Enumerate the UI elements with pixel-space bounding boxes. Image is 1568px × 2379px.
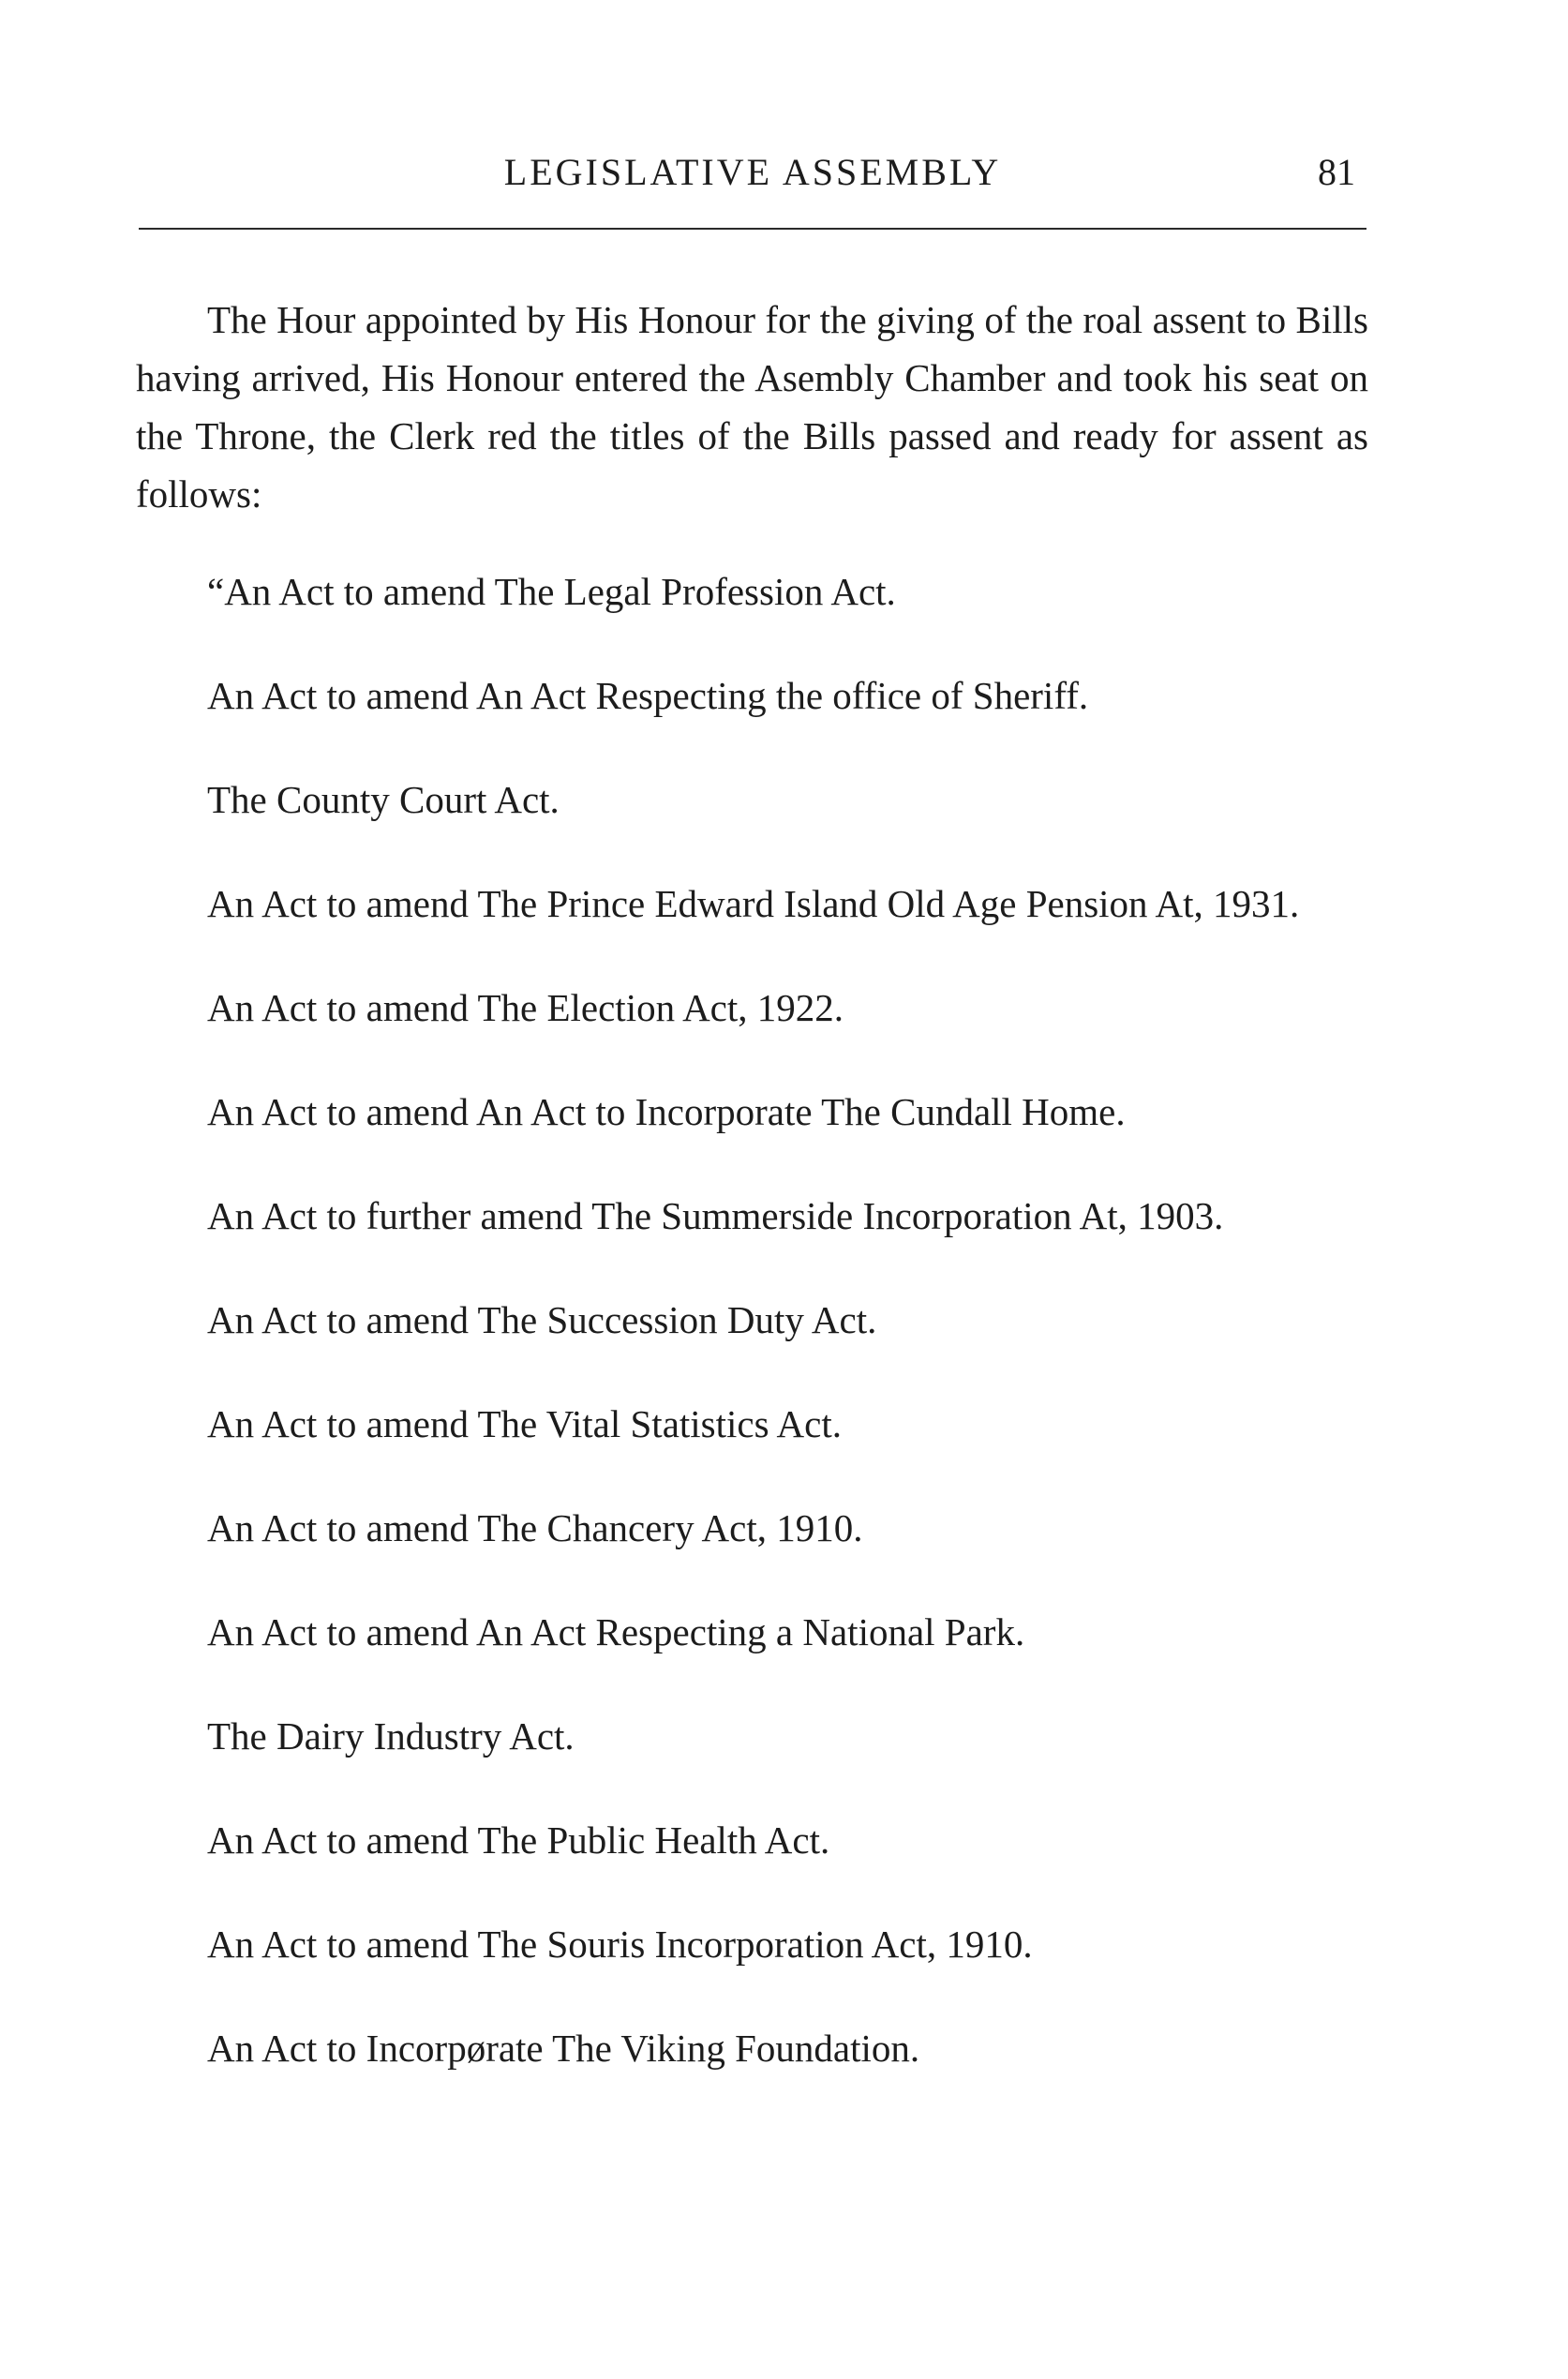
acts-list [136,562,1368,2077]
act-item: An Act to amend The Souris Incorporation Act, 1910. [207,1923,1033,1966]
page-number: 81 [1318,151,1355,193]
act-item: An Act to amend The Vital Statistics Act. [207,1402,843,1445]
act-item: An Act to amend An Act Respecting the office of Sheriff. [207,674,1089,717]
act-item: An Act to amend The Election Act, 1922. [207,986,844,1029]
intro-paragraph: The Hour appointed by His Honour for the giving of the roal assent to Bills having arrived, His Honour entered the Asembly Chamber and took his seat on the Throne, the Clerk red the titles of the Bills passed and ready for assent as follows: [136,298,1368,516]
act-item: “An Act to amend The Legal Profession Act. [207,570,896,613]
act-item: An Act to Incorpørate The Viking Foundation. [207,2027,920,2070]
act-item: An Act to amend The Prince Edward Island Old Age Pension At, 1931. [207,882,1300,925]
act-item: An Act to amend The Public Health Act. [207,1818,830,1862]
running-title: LEGISLATIVE ASSEMBLY [503,151,1002,193]
act-item: An Act to amend An Act to Incorporate The Cundall Home. [207,1090,1126,1133]
act-item: An Act to further amend The Summerside Incorporation At, 1903. [207,1194,1224,1237]
act-item: An Act to amend An Act Respecting a National Park. [207,1610,1025,1653]
act-item: An Act to amend The Succession Duty Act. [207,1298,877,1341]
act-item: An Act to amend The Chancery Act, 1910. [207,1506,863,1549]
body-text [136,291,1368,2077]
header-rule [139,228,1366,230]
running-header [139,150,1366,206]
act-item: The Dairy Industry Act. [207,1714,575,1758]
act-item: The County Court Act. [207,778,560,821]
